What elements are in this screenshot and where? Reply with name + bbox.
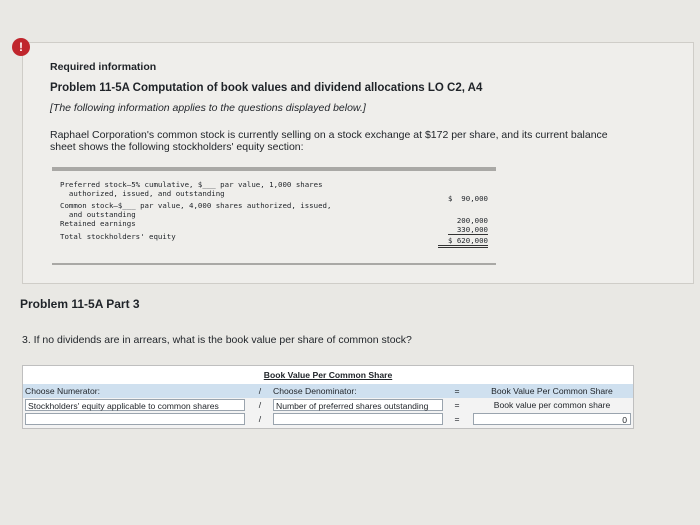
problem-description <box>50 129 670 153</box>
book-value-calculation-table <box>22 365 634 429</box>
exclamation-icon: ! <box>12 38 30 56</box>
retained-earnings-value: 330,000 <box>448 225 488 235</box>
description-line-2: sheet shows the following stockholders' equity section: <box>50 141 304 153</box>
equals-symbol: = <box>454 386 460 396</box>
part-title: Problem 11-5A Part 3 <box>20 297 140 311</box>
equity-row-label: authorized, issued, and outstanding <box>60 189 225 198</box>
stockholders-equity-section <box>52 167 496 265</box>
common-stock-value: 200,000 <box>456 216 488 225</box>
total-equity-value: $ 620,000 <box>438 236 488 248</box>
divide-symbol: / <box>258 400 262 410</box>
divide-symbol: / <box>258 414 262 424</box>
problem-title: Problem 11-5A Computation of book values and dividend allocations LO C2, A4 <box>50 82 483 94</box>
equity-row-label: Common stock—$___ par value, 4,000 shares authorized, issued, <box>60 201 332 210</box>
equity-row-label: and outstanding <box>60 210 136 219</box>
divide-symbol: / <box>258 386 262 396</box>
numerator-select[interactable]: Stockholders' equity applicable to common shares <box>25 399 245 411</box>
equity-row-label: Retained earnings <box>60 219 136 228</box>
equity-row-label: Preferred stock—5% cumulative, $___ par value, 1,000 shares <box>60 180 323 189</box>
required-label: Required information <box>50 61 157 73</box>
preferred-stock-value: $ 90,000 <box>447 194 488 203</box>
numerator-header: Choose Numerator: <box>25 386 100 396</box>
equals-symbol: = <box>454 414 460 424</box>
question-text: 3. If no dividends are in arrears, what is the book value per share of common stock? <box>22 334 412 346</box>
equals-symbol: = <box>454 400 460 410</box>
description-line-1: Raphael Corporation's common stock is currently selling on a stock exchange at $172 per share, and its current balance <box>50 129 608 141</box>
result-header: Book Value Per Common Share <box>491 386 613 396</box>
denominator-input[interactable] <box>273 413 443 425</box>
equity-row-label: Total stockholders' equity <box>60 232 176 241</box>
denominator-header: Choose Denominator: <box>273 386 357 396</box>
instruction-note: [The following information applies to the questions displayed below.] <box>50 102 366 114</box>
book-value-result: 0 <box>473 413 631 425</box>
numerator-input[interactable] <box>25 413 245 425</box>
denominator-select[interactable]: Number of preferred shares outstanding <box>273 399 443 411</box>
table-title: Book Value Per Common Share <box>263 370 393 380</box>
result-label: Book value per common share <box>493 400 611 410</box>
